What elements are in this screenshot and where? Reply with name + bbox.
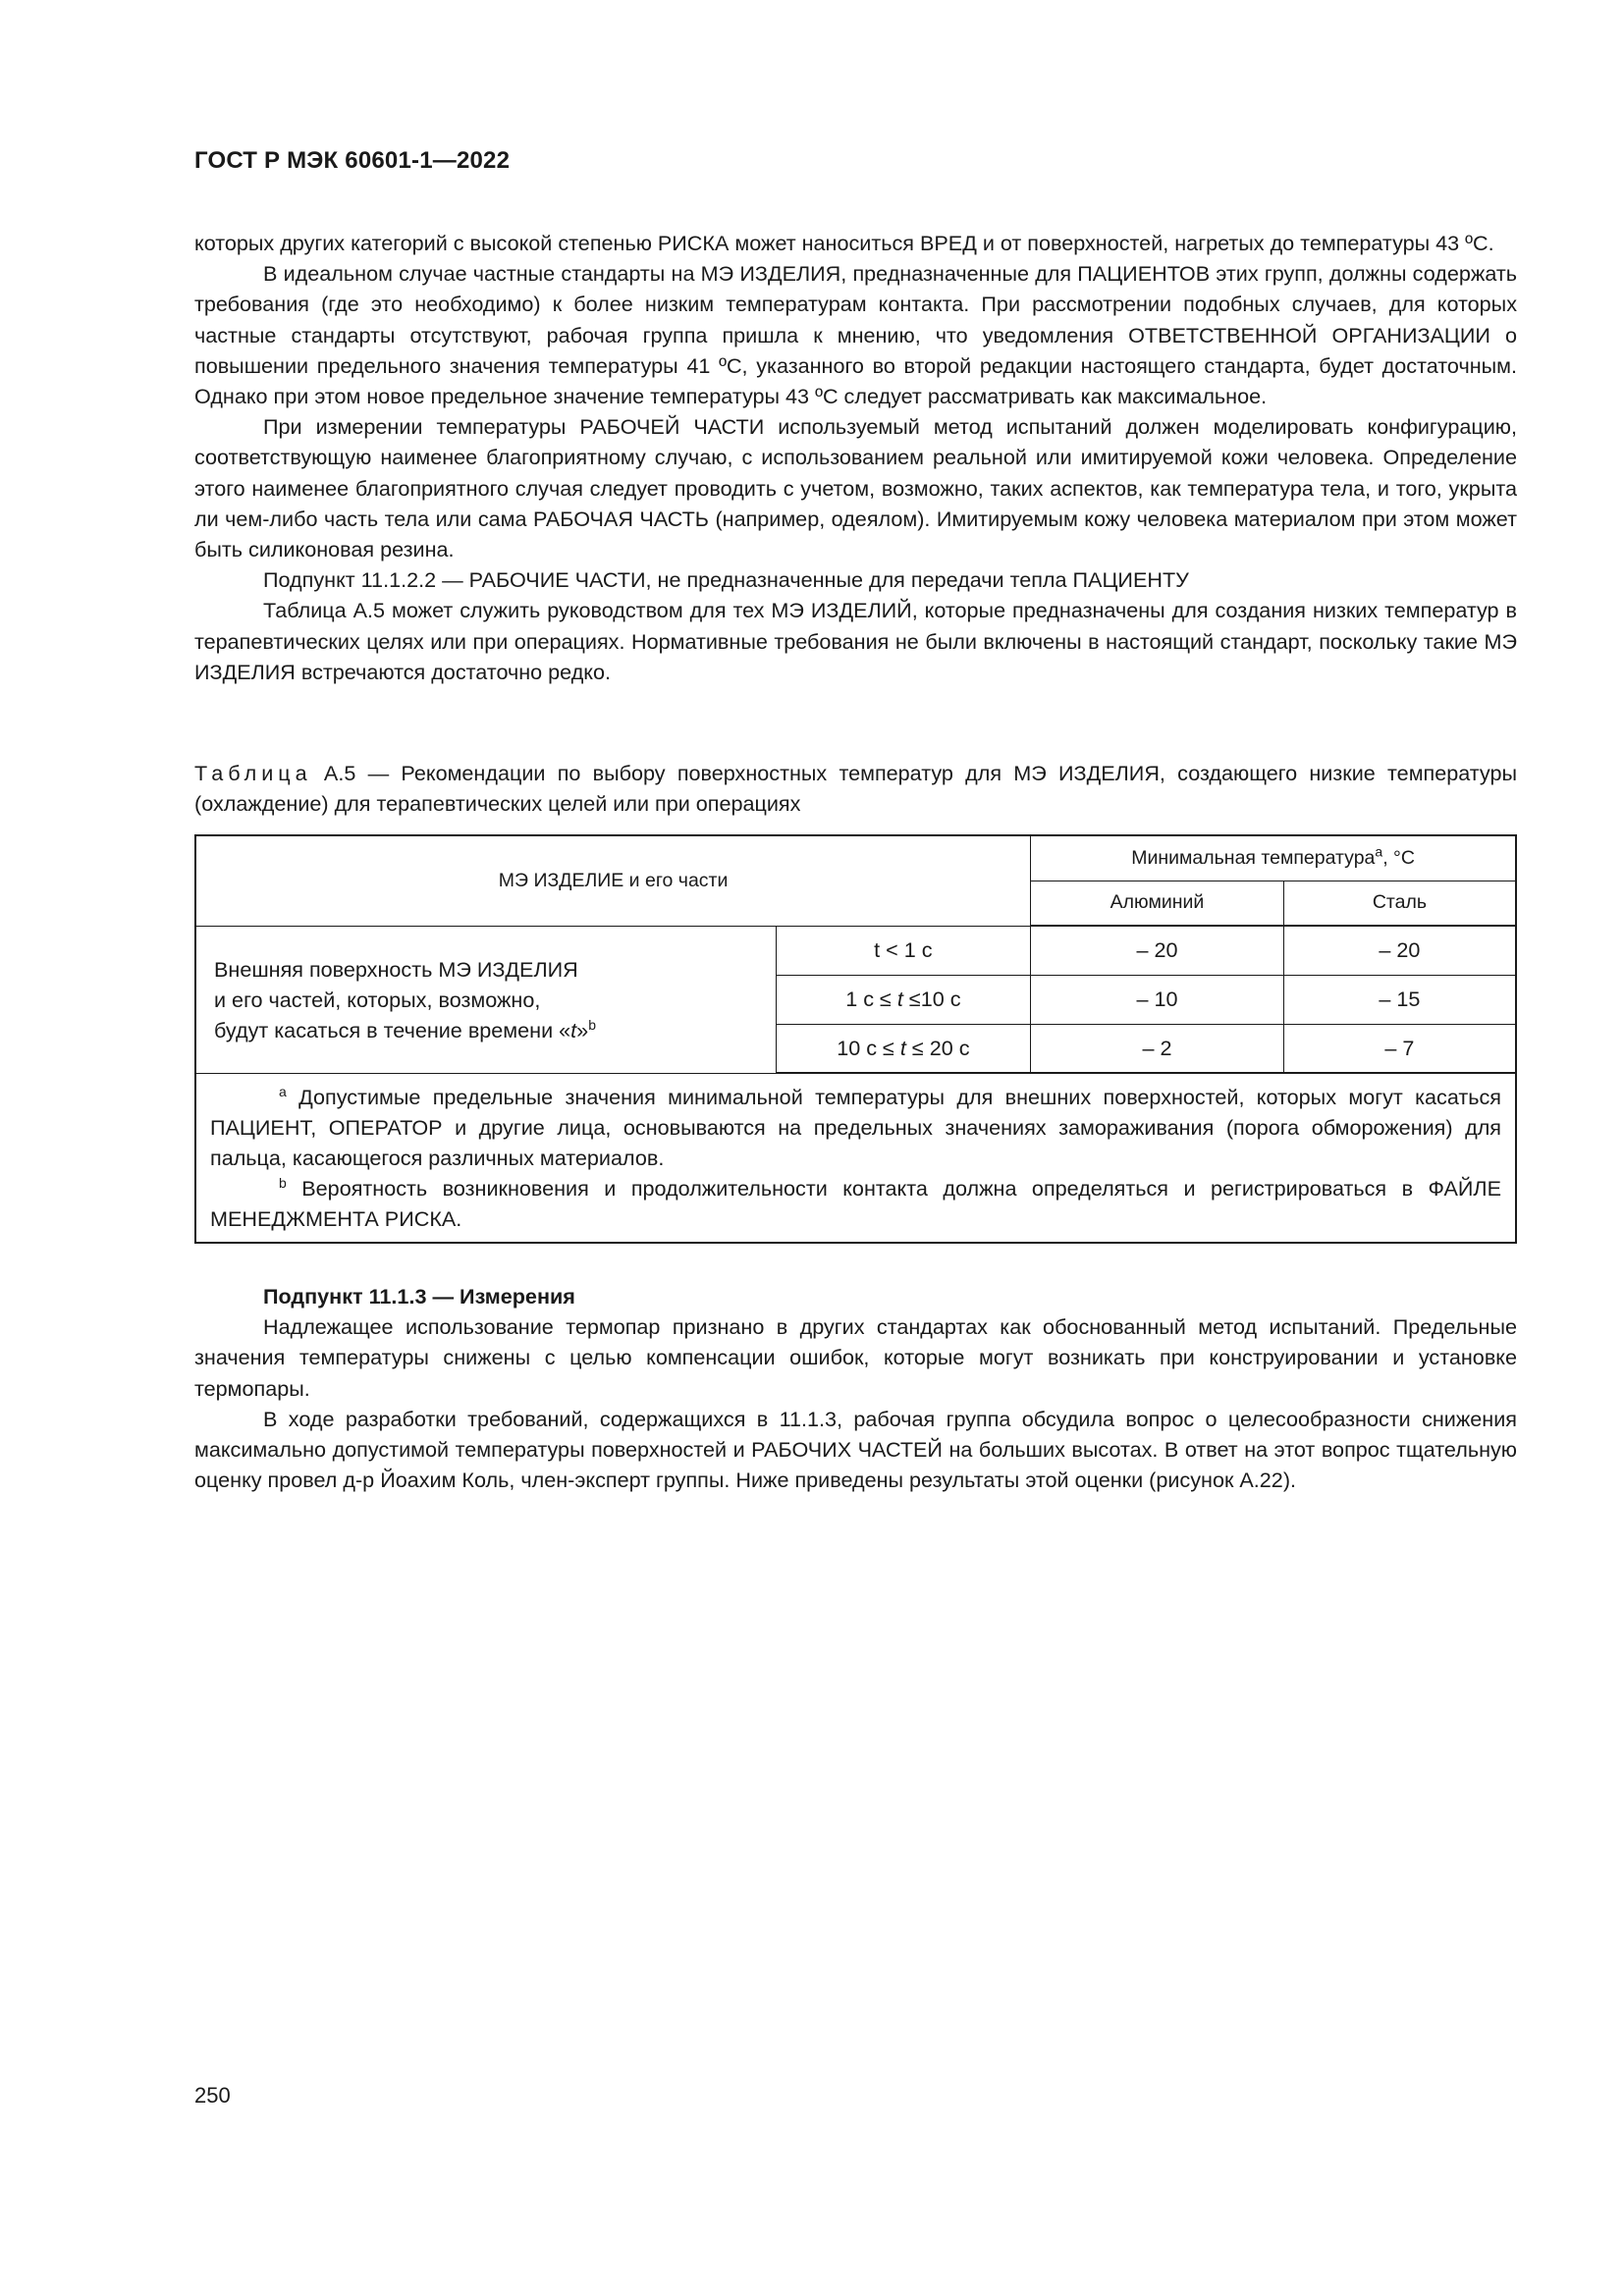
time-cell: 1 с ≤ t ≤10 с [776, 975, 1031, 1024]
note-b: $^b$ Вероятность возникновения и продолжительности контакта должна определяться и регистрироваться в ФАЙЛЕ МЕНЕДЖМЕНТА РИСКА. [210, 1174, 1501, 1231]
paragraph: которых других категорий с высокой степенью РИСКА может наноситься ВРЕД и от поверхностей, нагретых до температуры 43 ºС. [194, 231, 1494, 255]
body-text [194, 228, 1517, 687]
paragraph: Таблица А.5 может служить руководством для тех МЭ ИЗДЕЛИЙ, которые предназначены для создания низких температур в терапевтических целях или при операциях. Нормативные требования не были включены в настоящий стандарт, поскольку такие МЭ ИЗДЕЛИЯ встречаются достаточно редко. [194, 598, 1517, 684]
header-cell-item: МЭ ИЗДЕЛИЕ и его части [195, 835, 1031, 926]
paragraph: Надлежащее использование термопар признано в других стандартах как обоснованный метод испытаний. Предельные значения температуры снижены с целью компенсации ошибок, которые могут возникать при конструировании и установке термопары. [194, 1314, 1517, 1401]
aluminum-cell: – 10 [1031, 975, 1284, 1024]
section-heading: Подпункт 11.1.3 — Измерения [263, 1284, 575, 1308]
note-a: $^a$ Допустимые предельные значения минимальной температуры для внешних поверхностей, которых могут касаться ПАЦИЕНТ, ОПЕРАТОР и другие лица, основываются на предельных значениях замораживания (порога обморожения) для пальца, касающегося различных материалов. [210, 1083, 1501, 1170]
table-notes [195, 1073, 1516, 1243]
page-number: 250 [194, 2083, 231, 2108]
row-label-cell: Внешняя поверхность МЭ ИЗДЕЛИЯ и его частей, которых, возможно, будут касаться в течение времени «t»$^b$ [195, 926, 776, 1073]
time-cell: 10 с ≤ t ≤ 20 с [776, 1024, 1031, 1073]
table-caption-text: А.5 — Рекомендации по выбору поверхностных температур для МЭ ИЗДЕЛИЯ, создающего низкие температуры (охлаждение) для терапевтических целей или при операциях [194, 761, 1517, 817]
table-caption [194, 758, 1517, 819]
time-cell: t < 1 с [776, 926, 1031, 975]
header-cell-aluminum: Алюминий [1031, 881, 1284, 926]
subclause-line: Подпункт 11.1.2.2 — РАБОЧИЕ ЧАСТИ, не предназначенные для передачи тепла ПАЦИЕНТУ [263, 567, 1189, 593]
temperature-table [194, 834, 1517, 1244]
table-caption-label: Таблица [194, 761, 312, 785]
document-header: ГОСТ Р МЭК 60601-1—2022 [194, 147, 511, 174]
paragraph: В идеальном случае частные стандарты на МЭ ИЗДЕЛИЯ, предназначенные для ПАЦИЕНТОВ этих групп, должны содержать требования (где это необходимо) к более низким температурам контакта. При рассмотрении подобных случаев, для которых частные стандарты отсутствуют, рабочая группа пришла к мнению, что уведомления ОТВЕТСТВЕННОЙ ОРГАНИЗАЦИИ о повышении предельного значения температуры 41 ºС, указанного во второй редакции настоящего стандарта, будет достаточным. Однако при этом новое предельное значение температуры 43 ºС следует рассматривать как максимальное. [194, 261, 1517, 409]
aluminum-cell: – 2 [1031, 1024, 1284, 1073]
header-cell-steel: Сталь [1283, 881, 1516, 926]
paragraph: При измерении температуры РАБОЧЕЙ ЧАСТИ используемый метод испытаний должен моделировать конфигурацию, соответствующую наименее благоприятному случаю, с использованием реальной или имитируемой кожи человека. Определение этого наименее благоприятного случая следует проводить с учетом, возможно, таких аспектов, как температура тела, и того, укрыта ли чем-либо часть тела или сама РАБОЧАЯ ЧАСТЬ (например, одеялом). Имитируемым кожу человека материалом при этом может быть силиконовая резина. [194, 414, 1517, 562]
aluminum-cell: – 20 [1031, 926, 1284, 975]
paragraph: В ходе разработки требований, содержащихся в 11.1.3, рабочая группа обсудила вопрос о целесообразности снижения максимально допустимой температуры поверхностей и РАБОЧИХ ЧАСТЕЙ на больших высотах. В ответ на этот вопрос тщательную оценку провел д-р Йоахим Коль, член-эксперт группы. Ниже приведены результаты этой оценки (рисунок А.22). [194, 1406, 1517, 1493]
header-cell-temperature: Минимальная температура$^a$, °С [1031, 835, 1516, 881]
steel-cell: – 7 [1283, 1024, 1516, 1073]
measurement-section [194, 1281, 1517, 1495]
steel-cell: – 20 [1283, 926, 1516, 975]
steel-cell: – 15 [1283, 975, 1516, 1024]
